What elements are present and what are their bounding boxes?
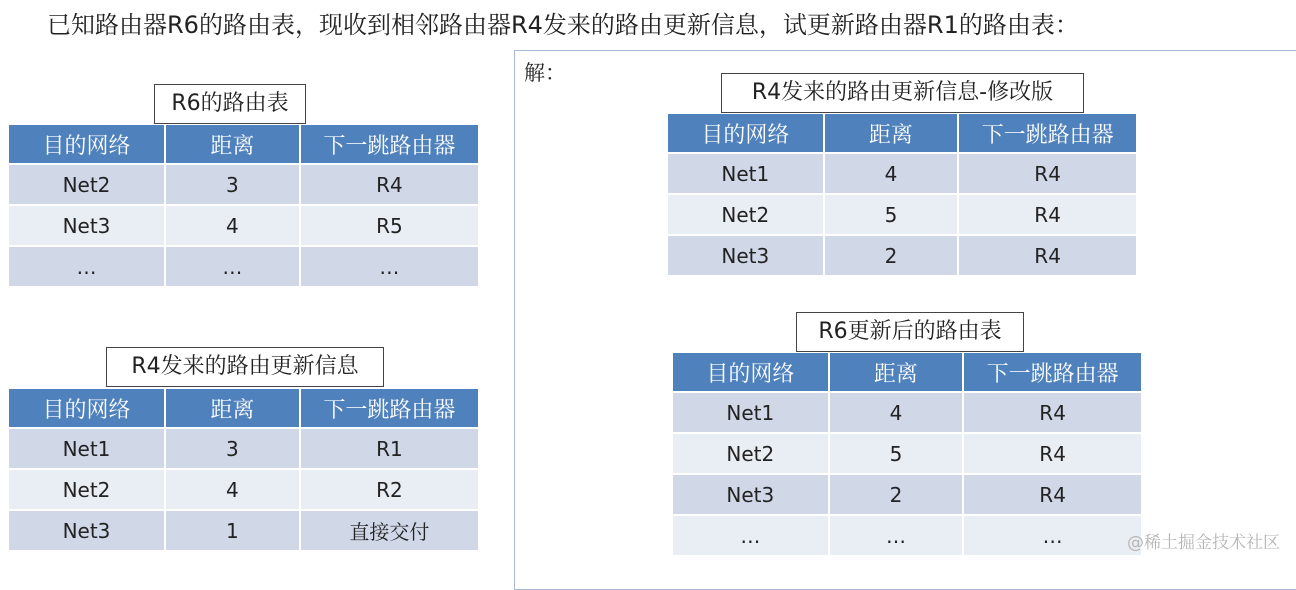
cell-next-hop: R4: [964, 432, 1141, 473]
table-header-row: [668, 114, 1136, 152]
table-row: [9, 245, 478, 286]
cell-next-hop: R4: [964, 391, 1141, 432]
r6-table-caption: R6的路由表: [154, 84, 306, 124]
cell-distance: 3: [166, 163, 299, 204]
header-destination: 目的网络: [9, 125, 164, 163]
header-next-hop: 下一跳路由器: [959, 114, 1136, 152]
question-text: 已知路由器R6的路由表，现收到相邻路由器R4发来的路由更新信息，试更新路由器R1的路由表：: [47, 11, 1079, 39]
table-row: [9, 427, 478, 468]
cell-next-hop: R4: [959, 234, 1136, 275]
cell-distance: 4: [825, 152, 958, 193]
cell-destination: Net3: [9, 509, 164, 550]
header-destination: 目的网络: [9, 389, 164, 427]
cell-next-hop: R4: [959, 193, 1136, 234]
cell-next-hop: 直接交付: [301, 509, 478, 550]
cell-destination: Net1: [673, 391, 828, 432]
cell-destination: Net1: [9, 427, 164, 468]
table-row: [673, 432, 1141, 473]
table-row: [668, 234, 1136, 275]
cell-distance: 5: [825, 193, 958, 234]
r6-updated-caption: R6更新后的路由表: [796, 312, 1024, 352]
header-destination: 目的网络: [673, 353, 828, 391]
table-row: [9, 509, 478, 550]
table-row: [673, 514, 1141, 555]
r6-updated-table: [671, 353, 1143, 555]
cell-distance: 4: [166, 468, 299, 509]
table-row: [673, 473, 1141, 514]
cell-destination: Net3: [9, 204, 164, 245]
r4-update-table: [7, 389, 480, 550]
r6-routing-table: [7, 125, 480, 286]
table-row: [668, 152, 1136, 193]
cell-destination: …: [9, 245, 164, 286]
table-header-row: [673, 353, 1141, 391]
cell-destination: Net2: [668, 193, 823, 234]
cell-distance: 3: [166, 427, 299, 468]
cell-destination: Net2: [9, 163, 164, 204]
cell-next-hop: R4: [959, 152, 1136, 193]
cell-destination: Net2: [673, 432, 828, 473]
cell-destination: Net2: [9, 468, 164, 509]
table-row: [9, 468, 478, 509]
header-next-hop: 下一跳路由器: [964, 353, 1141, 391]
header-distance: 距离: [166, 389, 299, 427]
cell-distance: …: [166, 245, 299, 286]
table-row: [668, 193, 1136, 234]
cell-distance: 4: [830, 391, 963, 432]
table-row: [673, 391, 1141, 432]
cell-next-hop: R4: [964, 473, 1141, 514]
cell-next-hop: R1: [301, 427, 478, 468]
header-distance: 距离: [166, 125, 299, 163]
table-header-row: [9, 389, 478, 427]
cell-destination: Net3: [673, 473, 828, 514]
cell-destination: Net3: [668, 234, 823, 275]
watermark: @稀土掘金技术社区: [1127, 533, 1280, 553]
cell-destination: …: [673, 514, 828, 555]
solution-label: 解：: [524, 61, 566, 85]
cell-distance: 2: [825, 234, 958, 275]
header-distance: 距离: [825, 114, 958, 152]
header-next-hop: 下一跳路由器: [301, 389, 478, 427]
header-distance: 距离: [830, 353, 963, 391]
cell-distance: 1: [166, 509, 299, 550]
header-next-hop: 下一跳路由器: [301, 125, 478, 163]
cell-next-hop: …: [301, 245, 478, 286]
cell-next-hop: …: [964, 514, 1141, 555]
cell-distance: 5: [830, 432, 963, 473]
cell-distance: …: [830, 514, 963, 555]
cell-destination: Net1: [668, 152, 823, 193]
cell-next-hop: R2: [301, 468, 478, 509]
r4-update-caption: R4发来的路由更新信息: [106, 347, 384, 387]
cell-distance: 4: [166, 204, 299, 245]
cell-next-hop: R5: [301, 204, 478, 245]
header-destination: 目的网络: [668, 114, 823, 152]
table-row: [9, 204, 478, 245]
cell-distance: 2: [830, 473, 963, 514]
cell-next-hop: R4: [301, 163, 478, 204]
table-header-row: [9, 125, 478, 163]
r4-modified-caption: R4发来的路由更新信息-修改版: [721, 73, 1084, 113]
r4-modified-table: [666, 114, 1138, 275]
table-row: [9, 163, 478, 204]
